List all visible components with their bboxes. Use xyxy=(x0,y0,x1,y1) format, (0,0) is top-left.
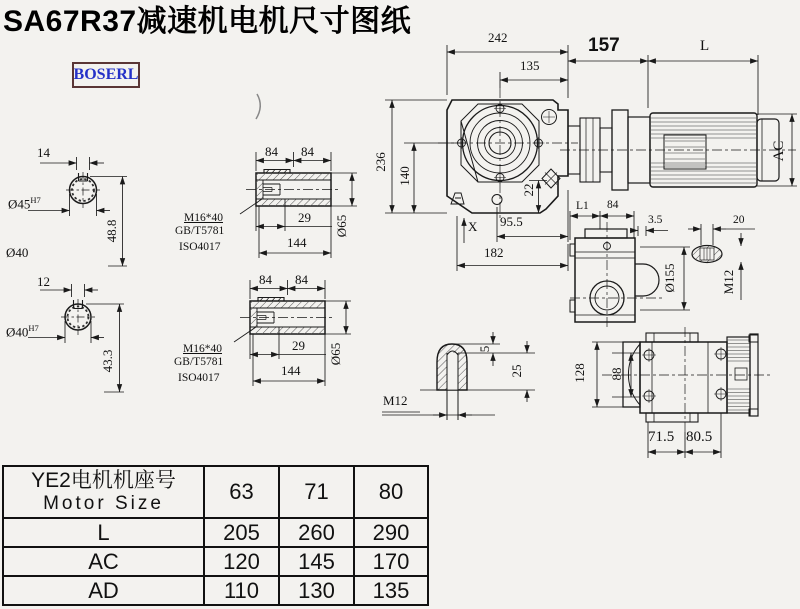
table-cell-AD-80: 135 xyxy=(354,576,428,605)
dims-shaft-bore-top xyxy=(28,157,127,266)
table-cell-L-80: 290 xyxy=(354,518,428,547)
table-cell-AC-63: 120 xyxy=(204,547,279,576)
table-header-motor-size xyxy=(3,466,204,518)
label-standard1-top: GB/T5781 xyxy=(175,225,225,237)
motor-side-view xyxy=(560,110,796,190)
page-title: SA67R37减速机电机尺寸图纸 xyxy=(3,5,412,38)
table-header-cn: YE2电机机座号 xyxy=(31,469,176,493)
dim-height-236: 236 xyxy=(373,152,389,172)
dim-key-width-14: 14 xyxy=(37,145,50,160)
label-standard1-bottom: GB/T5781 xyxy=(174,356,224,368)
dim-key-width-12: 12 xyxy=(37,274,50,289)
dim-key-29-top: 29 xyxy=(298,210,311,225)
dim-plug-M12: M12 xyxy=(383,393,408,408)
dim-bore-45: $Ø45^{H7}$ xyxy=(8,195,41,212)
shaft-bore-top-view xyxy=(66,172,100,208)
dims-gearbox-side xyxy=(570,211,690,310)
table-cell-L-71: 260 xyxy=(279,518,354,547)
dim-width-242: 242 xyxy=(488,30,508,45)
dim-dia-65-bottom: Ø65 xyxy=(328,342,344,366)
dim-hole-20: 20 xyxy=(733,214,745,226)
dim-dia-155: Ø155 xyxy=(662,263,678,293)
dim-motor-L: L xyxy=(700,38,710,54)
dim-95-5: 95.5 xyxy=(500,214,523,229)
label-standard2-top: ISO4017 xyxy=(179,241,221,253)
dim-motor-AC: AC xyxy=(771,140,788,162)
dim-22: 22 xyxy=(521,183,537,197)
dim-182: 182 xyxy=(484,245,504,260)
dim-flange-84: 84 xyxy=(607,199,619,211)
dim-80-5: 80.5 xyxy=(686,429,713,445)
table-size-63: 63 xyxy=(204,466,279,518)
dim-L1: L1 xyxy=(576,200,589,212)
brand-logo-text: BOSERL xyxy=(73,66,139,83)
dim-bore-40: $Ø40^{H7}$ xyxy=(6,323,39,340)
dim-height-43-3: 43.3 xyxy=(100,349,116,373)
dim-71-5: 71.5 xyxy=(648,429,675,445)
gearbox-side-view xyxy=(570,222,665,330)
dim-dia-65-top: Ø65 xyxy=(334,214,350,238)
table-size-71: 71 xyxy=(279,466,354,518)
brand-logo xyxy=(72,62,140,88)
table-cell-AD-63: 110 xyxy=(204,576,279,605)
dim-outer-40: Ø40 xyxy=(6,245,29,260)
dim-seg-84-a: 84 xyxy=(265,144,278,159)
dim-140: 140 xyxy=(397,166,413,186)
label-screw-top: M16*40 xyxy=(184,212,223,224)
dim-plug-5: 5 xyxy=(477,345,493,353)
dims-shaft-bore-bottom xyxy=(28,284,124,392)
dim-seg-84-d: 84 xyxy=(295,272,308,287)
dim-plate-3-5: 3.5 xyxy=(648,214,663,226)
dim-seg-84-b: 84 xyxy=(301,144,314,159)
dim-seg-84-c: 84 xyxy=(259,272,272,287)
table-row-label-AD: AD xyxy=(3,576,204,605)
dim-hole-M12: M12 xyxy=(721,269,737,295)
dim-plug-25: 25 xyxy=(509,364,525,378)
dim-128: 128 xyxy=(572,363,588,383)
dim-len-144-top: 144 xyxy=(287,235,307,250)
table-cell-AC-71: 145 xyxy=(279,547,354,576)
table-cell-AD-71: 130 xyxy=(279,576,354,605)
dim-157: 157 xyxy=(588,35,620,56)
label-x-mark: X xyxy=(468,219,478,234)
dim-key-29-bottom: 29 xyxy=(292,338,305,353)
table-size-80: 80 xyxy=(354,466,428,518)
stray-mark xyxy=(256,94,260,119)
dims-gearbox-front xyxy=(385,45,568,271)
label-standard2-bottom: ISO4017 xyxy=(178,372,220,384)
label-screw-bottom: M16*40 xyxy=(183,343,222,355)
dims-motor xyxy=(568,55,797,186)
table-row-label-AC: AC xyxy=(3,547,204,576)
dim-height-48-8: 48.8 xyxy=(104,219,120,243)
table-cell-L-63: 205 xyxy=(204,518,279,547)
table-cell-AC-80: 170 xyxy=(354,547,428,576)
motor-size-table xyxy=(2,465,429,606)
table-header-en: Motor Size xyxy=(43,492,164,514)
gearbox-front-view xyxy=(438,88,578,218)
dim-135: 135 xyxy=(520,58,540,73)
table-row-label-L: L xyxy=(3,518,204,547)
gearbox-top-view xyxy=(602,327,772,432)
dim-len-144-bottom: 144 xyxy=(281,363,301,378)
dim-88: 88 xyxy=(609,367,625,381)
